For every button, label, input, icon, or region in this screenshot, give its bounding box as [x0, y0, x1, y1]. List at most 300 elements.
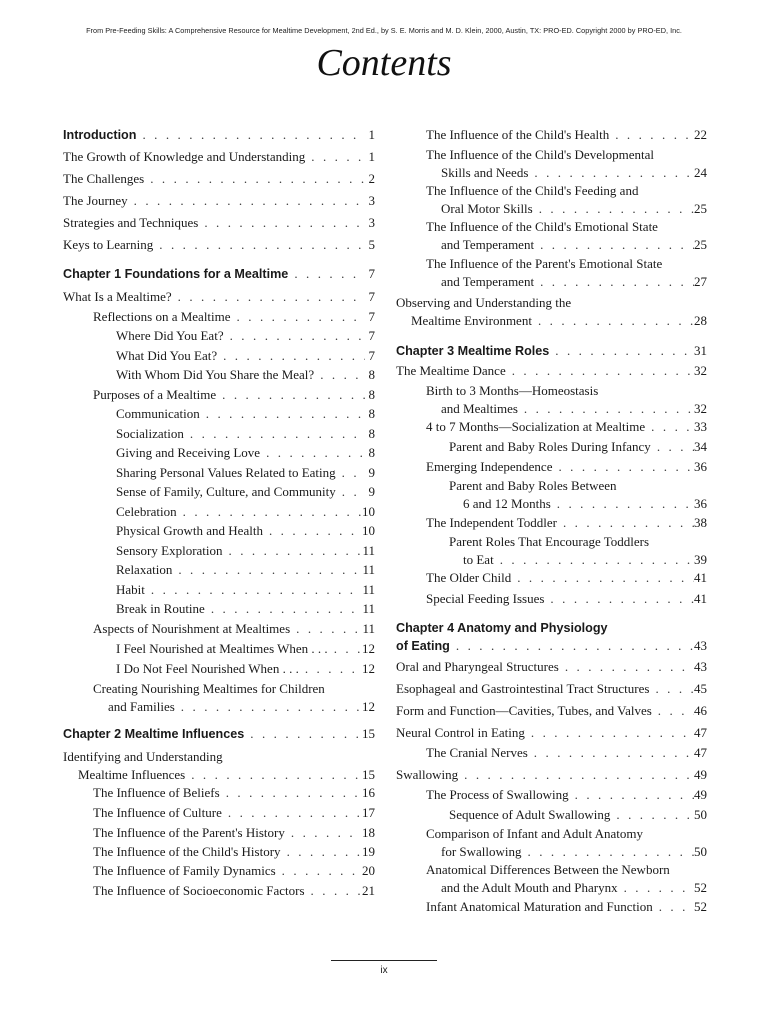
toc-page-number: 47: [694, 745, 707, 760]
toc-chapter-entry: [63, 265, 375, 283]
dot-leader: [525, 724, 694, 742]
toc-entry-title: Communication: [116, 406, 200, 421]
toc-entry: [396, 786, 707, 804]
toc-entry: [63, 680, 375, 716]
toc-entry-line: [396, 879, 707, 897]
dot-leader: [172, 288, 365, 306]
toc-entry-line: [63, 444, 375, 462]
dot-leader: [610, 806, 694, 824]
toc-entry: [63, 170, 375, 188]
toc-entry: [63, 308, 375, 326]
dot-leader: [458, 766, 694, 784]
toc-entry-title: Introduction: [63, 128, 137, 142]
toc-page-number: 25: [694, 237, 707, 252]
toc-entry-line: [396, 724, 707, 742]
toc-entry: [63, 148, 375, 166]
toc-entry-title: The Influence of the Parent's Emotional State: [426, 256, 663, 271]
dot-leader: [609, 126, 694, 144]
toc-entry-line: [396, 680, 707, 698]
toc-entry: [396, 418, 707, 436]
dot-leader: [205, 600, 363, 618]
toc-entry-title: The Cranial Nerves: [426, 745, 528, 760]
toc-entry: [396, 680, 707, 698]
toc-entry-title: Skills and Needs: [441, 165, 529, 180]
toc-page-number: 8: [368, 445, 375, 460]
toc-entry-title: Where Did You Eat?: [116, 328, 224, 343]
toc-entry: [63, 542, 375, 560]
toc-entry-title: and Families: [108, 699, 175, 714]
toc-entry-line: [396, 312, 707, 330]
toc-entry: [396, 898, 707, 916]
toc-entry-title: Creating Nourishing Mealtimes for Children: [93, 681, 325, 696]
toc-page-number: 47: [694, 725, 707, 740]
toc-entry: [63, 882, 375, 900]
toc-entry-line: [396, 218, 707, 236]
toc-entry-line: [396, 126, 707, 144]
toc-page-number: 11: [362, 543, 375, 558]
toc-entry: [63, 824, 375, 842]
toc-entry: [63, 561, 375, 579]
toc-entry-line: [396, 744, 707, 762]
toc-entry-line: [396, 146, 707, 164]
dot-leader: [651, 438, 694, 456]
toc-entry: [63, 620, 375, 638]
toc-entry: [396, 658, 707, 676]
toc-entry-line: [63, 542, 375, 560]
toc-entry-title: Strategies and Techniques: [63, 215, 199, 230]
dot-leader: [450, 637, 694, 655]
toc-entry-title: Chapter 1 Foundations for a Mealtime: [63, 267, 289, 281]
toc-page-number: 15: [362, 767, 375, 782]
toc-entry-title: 6 and 12 Months: [463, 496, 551, 511]
toc-entry-title: The Influence of the Child's Feeding and: [426, 183, 639, 198]
toc-entry-title: The Older Child: [426, 570, 512, 585]
toc-entry-line: [396, 806, 707, 824]
toc-page-number: 20: [362, 863, 375, 878]
toc-page-number: 24: [694, 165, 707, 180]
toc-entry: [396, 458, 707, 476]
toc-entry: [396, 569, 707, 587]
toc-entry: [63, 600, 375, 618]
toc-entry-title: I Do Not Feel Nourished When . . .: [116, 661, 299, 676]
toc-page-number: 8: [368, 426, 375, 441]
source-citation: From Pre-Feeding Skills: A Comprehensive Resource for Mealtime Development, 2nd Ed., by S. E. Morris and M. D. Klein, 2000, Austin, TX: PRO-ED. Copyright 2000 by PRO-ED, Inc.: [86, 26, 682, 35]
dot-leader: [532, 312, 694, 330]
toc-entry-line: [63, 725, 375, 743]
toc-entry-title: Observing and Understanding the: [396, 295, 572, 310]
toc-entry: [396, 362, 707, 380]
dot-leader: [518, 400, 694, 418]
toc-entry-title: of Eating: [396, 639, 450, 653]
toc-entry: [63, 366, 375, 384]
toc-entry-title: to Eat: [463, 552, 494, 567]
toc-entry-line: [63, 862, 375, 880]
toc-page-number: 33: [694, 419, 707, 434]
toc-entry: [396, 146, 707, 182]
toc-page-number: 7: [368, 328, 375, 343]
toc-entry-title: Sense of Family, Culture, and Community: [116, 484, 336, 499]
dot-leader: [185, 766, 362, 784]
toc-entry-title: Parent and Baby Roles Between: [449, 478, 617, 493]
toc-entry-title: What Did You Eat?: [116, 348, 218, 363]
dot-leader: [223, 542, 363, 560]
dot-leader: [200, 405, 365, 423]
toc-entry-line: [396, 400, 707, 418]
toc-entry-title: and Temperament: [441, 274, 535, 289]
toc-entry-title: I Feel Nourished at Mealtimes When . . .: [116, 641, 328, 656]
dot-leader: [220, 784, 362, 802]
toc-entry: [63, 660, 375, 678]
toc-page-number: 8: [368, 387, 375, 402]
dot-leader: [533, 200, 694, 218]
toc-entry-line: [396, 533, 707, 551]
toc-entry: [396, 294, 707, 330]
toc-entry-title: Identifying and Understanding: [63, 749, 223, 764]
toc-page-number: 41: [694, 591, 707, 606]
dot-leader: [569, 786, 694, 804]
toc-entry: [63, 581, 375, 599]
footer-divider: [331, 960, 437, 961]
toc-page-number: 28: [694, 313, 707, 328]
dot-leader: [290, 620, 362, 638]
toc-entry-line: [63, 483, 375, 501]
toc-entry: [396, 590, 707, 608]
toc-page-number: 12: [362, 699, 375, 714]
toc-entry-line: [396, 637, 707, 655]
dot-leader: [559, 658, 694, 676]
dot-leader: [528, 164, 694, 182]
toc-entry-title: Habit: [116, 582, 145, 597]
dot-leader: [511, 569, 694, 587]
toc-page-number: 52: [694, 899, 707, 914]
toc-entry-line: [396, 438, 707, 456]
toc-page-number: 43: [694, 659, 707, 674]
dot-leader: [172, 561, 362, 579]
toc-entry-line: [63, 766, 375, 784]
toc-entry-title: The Influence of Culture: [93, 805, 222, 820]
toc-entry-line: [63, 192, 375, 210]
toc-page-number: 9: [368, 484, 375, 499]
toc-entry-line: [396, 294, 707, 312]
toc-entry-line: [396, 786, 707, 804]
toc-entry-title: Comparison of Infant and Adult Anatomy: [426, 826, 644, 841]
toc-entry-title: Break in Routine: [116, 601, 205, 616]
toc-entry: [63, 347, 375, 365]
toc-page-number: 1: [368, 149, 375, 164]
dot-leader: [260, 444, 365, 462]
toc-entry-title: Chapter 3 Mealtime Roles: [396, 344, 550, 358]
toc-entry-line: [63, 804, 375, 822]
toc-page-number: 32: [694, 401, 707, 416]
toc-entry-line: [63, 126, 375, 144]
page-title: Contents: [316, 42, 452, 84]
toc-entry-line: [396, 255, 707, 273]
toc-entry: [63, 386, 375, 404]
dot-leader: [217, 347, 365, 365]
toc-entry-line: [63, 148, 375, 166]
page-number: ix: [380, 965, 388, 976]
toc-entry-title: Birth to 3 Months—Homeostasis: [426, 383, 599, 398]
dot-leader: [534, 236, 694, 254]
toc-chapter-entry: [396, 342, 707, 360]
toc-entry-title: The Influence of Socioeconomic Factors: [93, 883, 305, 898]
toc-entry-title: Chapter 4 Anatomy and Physiology: [396, 621, 608, 635]
toc-entry-line: [63, 366, 375, 384]
toc-entry-title: Sharing Personal Values Related to Eating: [116, 465, 336, 480]
toc-page-number: 31: [694, 343, 707, 358]
dot-leader: [285, 824, 362, 842]
toc-entry-line: [396, 200, 707, 218]
toc-page-number: 10: [362, 504, 375, 519]
toc-entry: [396, 806, 707, 824]
toc-entry-line: [396, 362, 707, 380]
toc-entry-title: Socialization: [116, 426, 184, 441]
toc-entry-line: [63, 620, 375, 638]
toc-page-number: 52: [694, 880, 707, 895]
toc-entry-title: Relaxation: [116, 562, 173, 577]
toc-entry-title: Parent and Baby Roles During Infancy: [449, 439, 651, 454]
dot-leader: [314, 366, 365, 384]
toc-page-number: 10: [362, 523, 375, 538]
dot-leader: [276, 862, 362, 880]
toc-entry-line: [63, 425, 375, 443]
toc-entry-title: Chapter 2 Mealtime Influences: [63, 727, 245, 741]
toc-entry-title: Form and Function—Cavities, Tubes, and Valves: [396, 703, 652, 718]
toc-entry-line: [63, 308, 375, 326]
toc-entry-line: [63, 170, 375, 188]
toc-entry: [63, 862, 375, 880]
toc-page-number: 7: [368, 309, 375, 324]
toc-entry: [396, 744, 707, 762]
dot-leader: [224, 327, 365, 345]
toc-entry-line: [396, 766, 707, 784]
dot-leader: [231, 308, 365, 326]
toc-entry-title: and the Adult Mouth and Pharynx: [441, 880, 618, 895]
dot-leader: [528, 744, 694, 762]
toc-entry: [396, 477, 707, 513]
dot-leader: [336, 483, 365, 501]
dot-leader: [328, 640, 362, 658]
toc-page-number: 7: [368, 266, 375, 281]
dot-leader: [336, 464, 365, 482]
toc-entry-line: [63, 265, 375, 283]
toc-page-number: 39: [694, 552, 707, 567]
toc-entry-title: Keys to Learning: [63, 237, 154, 252]
toc-entry-title: Anatomical Differences Between the Newborn: [426, 862, 670, 877]
dot-leader: [198, 214, 365, 232]
toc-page-number: 5: [368, 237, 375, 252]
dot-leader: [534, 273, 694, 291]
toc-entry-line: [63, 824, 375, 842]
toc-page-number: 36: [694, 496, 707, 511]
dot-leader: [281, 843, 362, 861]
toc-entry-line: [396, 551, 707, 569]
toc-entry-title: and Mealtimes: [441, 401, 518, 416]
toc-entry-title: Reflections on a Mealtime: [93, 309, 231, 324]
toc-entry-line: [396, 164, 707, 182]
dot-leader: [299, 660, 362, 678]
toc-entry-title: Oral and Pharyngeal Structures: [396, 659, 559, 674]
toc-page-number: 34: [694, 439, 707, 454]
toc-entry-line: [63, 522, 375, 540]
toc-entry-title: Physical Growth and Health: [116, 523, 263, 538]
toc-entry-line: [63, 581, 375, 599]
dot-leader: [618, 879, 694, 897]
toc-entry-line: [396, 495, 707, 513]
toc-entry: [63, 214, 375, 232]
toc-entry-line: [396, 843, 707, 861]
dot-leader: [305, 148, 365, 166]
toc-entry-line: [63, 748, 375, 766]
toc-entry-line: [396, 458, 707, 476]
toc-page-number: 11: [362, 562, 375, 577]
dot-leader: [652, 702, 694, 720]
toc-entry-title: Emerging Independence: [426, 459, 553, 474]
dot-leader: [128, 192, 365, 210]
toc-entry-line: [396, 569, 707, 587]
toc-entry: [63, 425, 375, 443]
dot-leader: [175, 698, 362, 716]
toc-entry: [63, 236, 375, 254]
toc-entry-title: Celebration: [116, 504, 177, 519]
toc-entry: [63, 640, 375, 658]
dot-leader: [506, 362, 694, 380]
toc-entry-title: Giving and Receiving Love: [116, 445, 261, 460]
toc-chapter-entry: [63, 126, 375, 144]
toc-entry-title: 4 to 7 Months—Socialization at Mealtime: [426, 419, 646, 434]
toc-page-number: 27: [694, 274, 707, 289]
toc-entry-line: [63, 600, 375, 618]
toc-entry-title: Sequence of Adult Swallowing: [449, 807, 611, 822]
dot-leader: [645, 418, 694, 436]
toc-page-number: 7: [368, 289, 375, 304]
toc-entry: [396, 514, 707, 532]
dot-leader: [263, 522, 362, 540]
toc-page-number: 49: [694, 787, 707, 802]
toc-entry: [396, 861, 707, 897]
toc-entry-title: Mealtime Influences: [78, 767, 186, 782]
toc-entry-line: [396, 382, 707, 400]
toc-entry-line: [396, 418, 707, 436]
dot-leader: [653, 898, 694, 916]
dot-leader: [177, 503, 362, 521]
toc-page-number: 7: [368, 348, 375, 363]
dot-leader: [153, 236, 365, 254]
toc-entry-title: Sensory Exploration: [116, 543, 223, 558]
toc-page-number: 17: [362, 805, 375, 820]
toc-entry: [396, 766, 707, 784]
toc-entry-line: [396, 898, 707, 916]
toc-entry-line: [63, 680, 375, 698]
toc-page-number: 21: [362, 883, 375, 898]
toc-entry: [63, 522, 375, 540]
toc-entry-title: and Temperament: [441, 237, 535, 252]
toc-entry-title: The Process of Swallowing: [426, 787, 569, 802]
dot-leader: [222, 804, 362, 822]
toc-entry: [63, 405, 375, 423]
toc-entry-title: The Influence of Beliefs: [93, 785, 220, 800]
toc-page-number: 36: [694, 459, 707, 474]
toc-page-number: 38: [694, 515, 707, 530]
toc-entry: [396, 182, 707, 218]
toc-page-number: 18: [362, 825, 375, 840]
toc-entry-title: The Growth of Knowledge and Understanding: [63, 149, 306, 164]
toc-entry-title: Mealtime Environment: [411, 313, 532, 328]
dot-leader: [305, 882, 362, 900]
toc-entry-title: Neural Control in Eating: [396, 725, 525, 740]
toc-page-number: 22: [694, 127, 707, 142]
toc-entry-title: The Influence of the Child's History: [93, 844, 281, 859]
toc-entry-line: [396, 342, 707, 360]
toc-entry: [63, 483, 375, 501]
toc-page-number: 15: [362, 726, 375, 741]
dot-leader: [216, 386, 365, 404]
toc-entry-line: [396, 236, 707, 254]
toc-entry: [396, 533, 707, 569]
toc-entry-line: [63, 882, 375, 900]
dot-leader: [551, 495, 694, 513]
toc-entry-title: Parent Roles That Encourage Toddlers: [449, 534, 650, 549]
toc-entry: [396, 382, 707, 418]
dot-leader: [522, 843, 694, 861]
toc-entry-line: [396, 619, 707, 637]
toc-page-number: 3: [368, 215, 375, 230]
dot-leader: [649, 680, 694, 698]
toc-entry: [63, 192, 375, 210]
toc-entry: [63, 804, 375, 822]
toc-entry: [63, 327, 375, 345]
toc-entry-title: The Mealtime Dance: [396, 363, 506, 378]
toc-page-number: 8: [368, 406, 375, 421]
toc-entry-line: [396, 861, 707, 879]
toc-page-number: 11: [362, 582, 375, 597]
toc-entry: [396, 702, 707, 720]
toc-page-number: 8: [368, 367, 375, 382]
toc-entry-line: [396, 182, 707, 200]
toc-entry-line: [63, 561, 375, 579]
toc-entry: [63, 288, 375, 306]
toc-entry-line: [396, 825, 707, 843]
toc-entry-line: [396, 658, 707, 676]
dot-leader: [557, 514, 694, 532]
toc-entry: [396, 825, 707, 861]
toc-entry: [63, 444, 375, 462]
toc-entry-line: [396, 590, 707, 608]
toc-page-number: 9: [368, 465, 375, 480]
toc-entry: [63, 784, 375, 802]
dot-leader: [494, 551, 694, 569]
toc-page-number: 2: [368, 171, 375, 186]
toc-entry: [396, 438, 707, 456]
toc-entry-line: [63, 698, 375, 716]
toc-page-number: 3: [368, 193, 375, 208]
toc-entry-line: [63, 843, 375, 861]
toc-entry-title: The Influence of Family Dynamics: [93, 863, 276, 878]
toc-entry-title: Oral Motor Skills: [441, 201, 533, 216]
toc-entry: [63, 464, 375, 482]
toc-entry-title: for Swallowing: [441, 844, 522, 859]
toc-entry: [63, 843, 375, 861]
toc-entry-line: [63, 405, 375, 423]
toc-page-number: 32: [694, 363, 707, 378]
dot-leader: [549, 342, 694, 360]
toc-entry: [396, 255, 707, 291]
toc-entry-line: [396, 477, 707, 495]
toc-page-number: 11: [362, 621, 375, 636]
toc-page-number: 43: [694, 638, 707, 653]
toc-entry: [396, 724, 707, 742]
toc-page-number: 45: [694, 681, 707, 696]
